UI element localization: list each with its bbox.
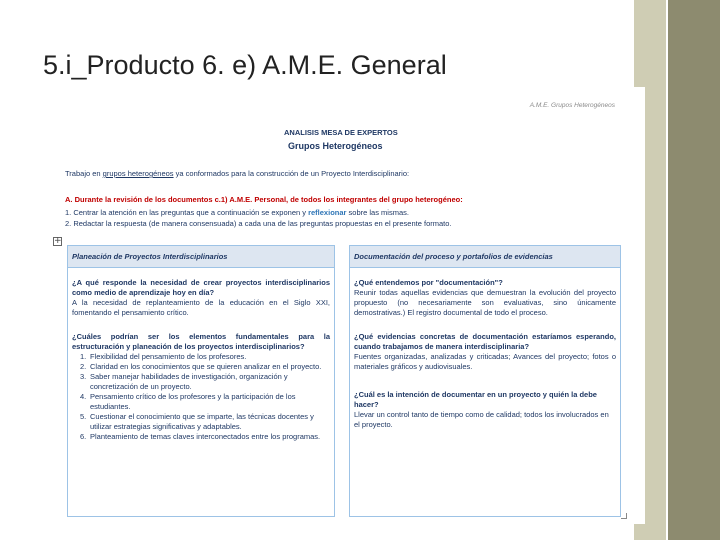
instruction-step-2: 2. Redactar la respuesta (de manera consensuada) a cada una de las preguntas propuestas en el presente formato. xyxy=(65,219,452,228)
documentation-answer-3: Llevar un control tanto de tiempo como de calidad; todos los involucrados en el proyecto. xyxy=(354,410,609,429)
list-item: 4. Pensamiento crítico de los profesores y la participación de los estudiantes. xyxy=(80,392,296,411)
list-item: 6. Planteamiento de temas claves interconectados entre los programas. xyxy=(80,432,321,441)
expand-icon[interactable]: + xyxy=(54,236,62,246)
instruction-step-1 xyxy=(65,208,409,217)
list-item: 1. Flexibilidad del pensamiento de los profesores. xyxy=(80,352,247,361)
intro-paragraph xyxy=(65,169,409,178)
document-title: ANALISIS MESA DE EXPERTOS xyxy=(284,128,398,137)
list-item: 5. Cuestionar el conocimiento que se imparte, las técnicas docentes y utilizar estrategias significativas y adaptables. xyxy=(80,412,314,431)
panel-documentation-header: Documentación del proceso y portafolios de evidencias xyxy=(350,246,620,268)
planning-answer-1: A la necesidad de replanteamiento de la educación en el Siglo XXI, fomentando el pensamiento crítico. xyxy=(72,298,330,317)
section-a-heading: A. Durante la revisión de los documentos c.1) A.M.E. Personal, de todos los integrantes del grupo heterogéneo: xyxy=(65,195,463,204)
documentation-question-3: ¿Cuál es la intención de documentar en un proyecto y quién la debe hacer? xyxy=(354,390,597,409)
planning-question-2: ¿Cuáles podrían ser los elementos fundamentales para la estructuración y planeación de los proyectos interdisciplinarios? xyxy=(72,332,330,351)
panel-planning xyxy=(67,245,335,517)
document-subtitle: Grupos Heterogéneos xyxy=(288,141,383,151)
slide-title: 5.i_Producto 6. e) A.M.E. General xyxy=(43,50,447,80)
list-item: 3. Saber manejar habilidades de investigación, organización y concretización de un proyecto. xyxy=(80,372,288,391)
planning-elements-list xyxy=(68,352,334,442)
document-image xyxy=(40,87,645,524)
documentation-answer-2: Fuentes organizadas, analizadas y criticadas; Avances del proyecto; fotos o materiales gráficos y audiovisuales. xyxy=(354,352,616,371)
step1-text-pre: 1. Centrar la atención en las preguntas que a continuación se exponen y xyxy=(65,208,309,217)
step1-highlight: reflexionar xyxy=(308,208,347,217)
documentation-question-1: ¿Qué entendemos por "documentación"? xyxy=(354,278,503,287)
decorative-rail-dark xyxy=(668,0,720,540)
panel-documentation xyxy=(349,245,621,517)
intro-underlined: grupos heterogéneos xyxy=(102,169,174,178)
intro-text-pre: Trabajo en xyxy=(65,169,103,178)
documentation-question-2: ¿Qué evidencias concretas de documentación estaríamos esperando, cuando trabajamos de manera interdisciplinaria? xyxy=(354,332,616,351)
document-header-label: A.M.E. Grupos Heterogéneos xyxy=(529,102,615,109)
intro-text-post: ya conformados para la construcción de un Proyecto Interdisciplinario: xyxy=(173,169,410,178)
planning-question-1: ¿A qué responde la necesidad de crear proyectos interdisciplinarios como medio de aprendizaje hoy en día? xyxy=(72,278,330,297)
page-corner-mark xyxy=(621,513,627,519)
step1-text-post: sobre las mismas. xyxy=(346,208,409,217)
list-item: 2. Claridad en los conocimientos que se quieren analizar en el proyecto. xyxy=(80,362,322,371)
panel-planning-header: Planeación de Proyectos Interdisciplinarios xyxy=(68,246,334,268)
documentation-answer-1: Reunir todas aquellas evidencias que demuestran la evolución del proyecto propuesto (no necesariamente son evaluativas, sino únicamente demostrativas.) El registro documental de todo el proceso. xyxy=(354,288,616,317)
